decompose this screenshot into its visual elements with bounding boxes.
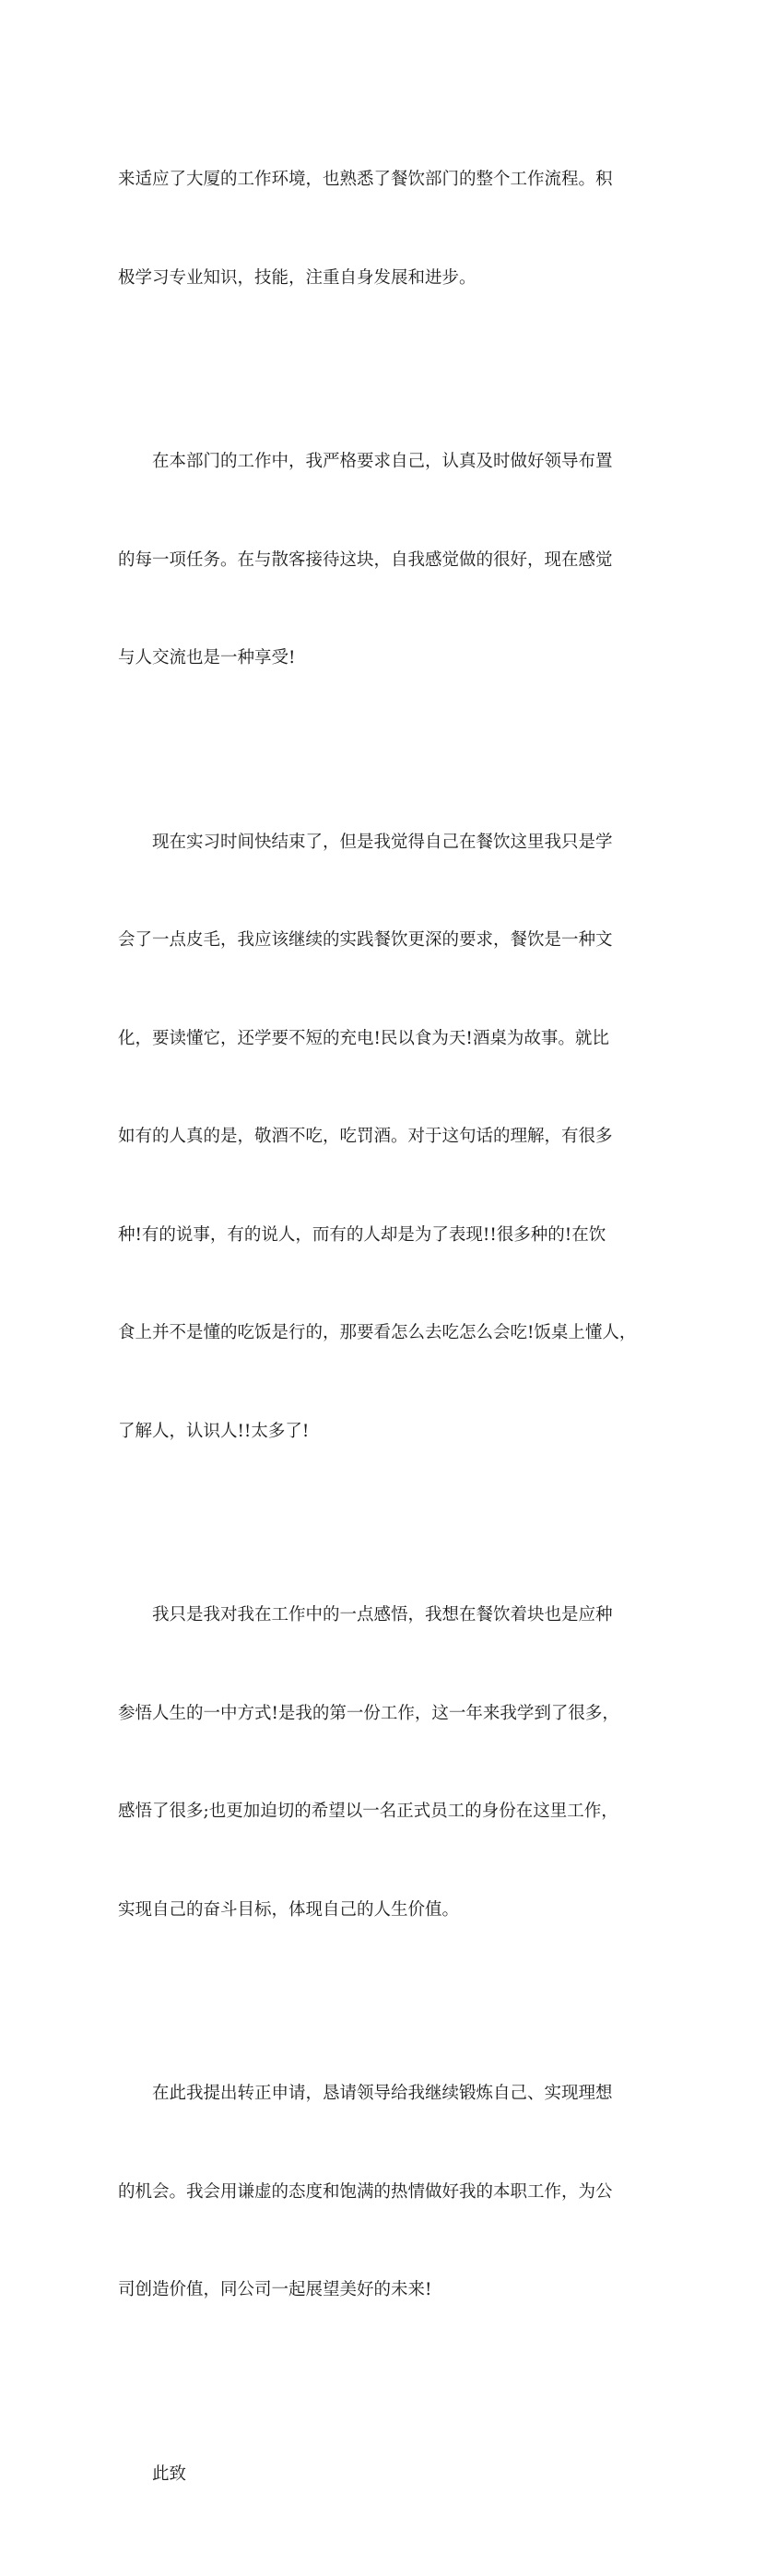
text-line: 化，要读懂它，还学要不短的充电!民以食为天!酒桌为故事。就比 xyxy=(118,1028,609,1048)
document-body xyxy=(118,98,662,2576)
text-line: 感悟了很多;也更加迫切的希望以一名正式员工的身份在这里工作， xyxy=(118,1802,618,1821)
text-line: 司创造价值，同公司一起展望美好的未来! xyxy=(118,2280,432,2299)
text-line: 在此我提出转正申请，恳请领导给我继续锻炼自己、实现理想 xyxy=(152,2084,613,2103)
text-line: 种!有的说事，有的说人，而有的人却是为了表现!!很多种的!在饮 xyxy=(118,1224,606,1245)
paragraph xyxy=(118,380,662,740)
text-line: 参悟人生的一中方式!是我的第一份工作，这一年来我学到了很多， xyxy=(118,1703,619,1723)
text-line: 如有的人真的是，敬酒不吃，吃罚酒。对于这句话的理解，有很多 xyxy=(118,1127,613,1146)
text-line: 的机会。我会用谦虚的态度和饱满的热情做好我的本职工作，为公 xyxy=(118,2181,613,2202)
paragraph xyxy=(118,2012,662,2372)
paragraph xyxy=(118,761,662,1514)
paragraph xyxy=(118,98,662,360)
text-line: 此致 xyxy=(152,2464,187,2484)
text-line: 我只是我对我在工作中的一点感悟，我想在餐饮着块也是应种 xyxy=(152,1605,613,1625)
text-line: 会了一点皮毛，我应该继续的实践餐饮更深的要求，餐饮是一种文 xyxy=(118,930,613,950)
text-line: 来适应了大厦的工作环境，也熟悉了餐饮部门的整个工作流程。积 xyxy=(118,170,613,189)
text-line: 实现自己的奋斗目标，体现自己的人生价值。 xyxy=(118,1899,460,1920)
paragraph xyxy=(118,1533,662,1991)
text-line: 在本部门的工作中，我严格要求自己，认真及时做好领导布置 xyxy=(152,452,613,471)
text-line: 了解人，认识人!!太多了! xyxy=(118,1421,310,1441)
closing-salutation xyxy=(118,2393,662,2557)
text-line: 极学习专业知识，技能，注重自身发展和进步。 xyxy=(118,267,477,288)
text-line: 与人交流也是一种享受! xyxy=(118,648,296,668)
text-line: 现在实习时间快结束了，但是我觉得自己在餐饮这里我只是学 xyxy=(152,832,613,852)
text-line: 的每一项任务。在与散客接待这块，自我感觉做的很好，现在感觉 xyxy=(118,549,613,570)
text-line: 食上并不是懂的吃饭是行的，那要看怎么去吃怎么会吃!饭桌上懂人， xyxy=(118,1323,637,1342)
